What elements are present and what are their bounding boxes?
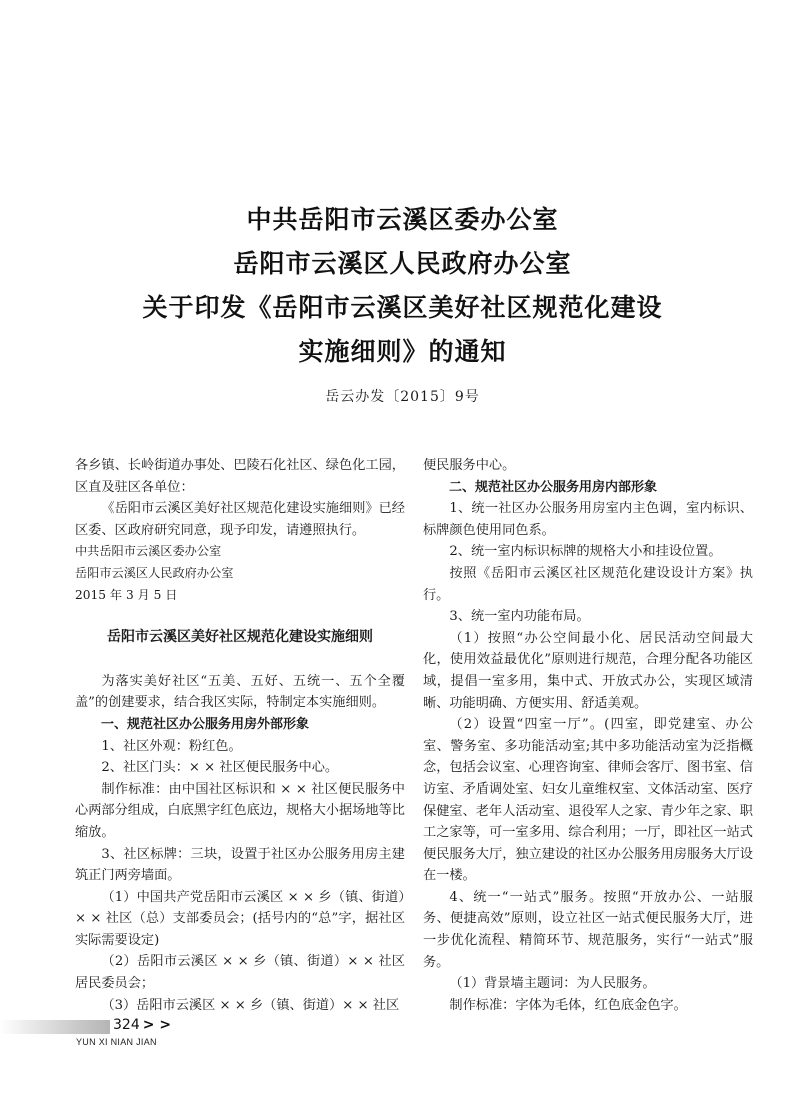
- rules-title: 岳阳市云溪区美好社区规范化建设实施细则: [107, 629, 373, 646]
- title-line-4: 实施细则》的通知: [298, 337, 507, 366]
- paragraph: 制作标准：由中国社区标识和 × × 社区便民服务中心两部分组成，白底黑字红色底边，规格大小据场地等比缩放。: [75, 781, 405, 840]
- left-column: [75, 455, 405, 1016]
- paragraph: （1）按照“办公空间最小化、居民活动空间最大化，使用效益最优化”原则进行规范，合理分配各功能区域，提倡一室多用，集中式、开放式办公，实现区域清晰、功能明确、方便实用、舒适美观。: [423, 630, 753, 711]
- notice-addressee: 各乡镇、长岭街道办事处、巴陵石化社区、绿色化工园，区直及驻区各单位：: [75, 458, 405, 495]
- paragraph: 便民服务中心。: [423, 458, 516, 473]
- paragraph: （1）中国共产党岳阳市云溪区 × × 乡（镇、街道）× × 社区（总）支部委员会；(括号内的“总”字，据社区实际需要设定): [75, 889, 405, 948]
- paragraph: 1、统一社区办公服务用房室内主色调，室内标识、标牌颜色使用同色系。: [423, 501, 753, 538]
- paragraph: 为落实美好社区“五美、五好、五统一、五个全覆盖”的创建要求，结合我区实际，特制定本实施细则。: [75, 673, 405, 711]
- paragraph: （2）岳阳市云溪区 × × 乡（镇、街道）× × 社区居民委员会；: [75, 954, 405, 992]
- right-column: [423, 455, 753, 1016]
- notice-date: 2015 年 3 月 5 日: [75, 587, 178, 602]
- paragraph: 1、社区外观：粉红色。: [101, 738, 242, 754]
- page-number: 324: [113, 1017, 140, 1033]
- document-number: 岳云办发〔2015〕9号: [325, 389, 480, 405]
- paragraph: 3、统一室内功能布局。: [449, 609, 590, 625]
- paragraph: 2、社区门头：× × 社区便民服务中心。: [101, 760, 339, 776]
- notice-signer-2: 岳阳市云溪区人民政府办公室: [75, 565, 234, 580]
- footer-gradient-bar: [0, 1020, 110, 1034]
- document-title: [0, 198, 805, 374]
- paragraph: 按照《岳阳市云溪区社区规范化建设设计方案》执行。: [423, 565, 753, 603]
- title-line-2: 岳阳市云溪区人民政府办公室: [233, 249, 572, 278]
- paragraph: 4、统一“一站式”服务。按照“开放办公、一站服务、便捷高效”原则，设立社区一站式便民服务大厅，进一步优化流程、精简环节、规范服务，实行“一站式”服务。: [423, 889, 753, 970]
- paragraph: 制作标准：字体为毛体，红色底金色字。: [449, 997, 687, 1013]
- paragraph: 3、社区标牌：三块，设置于社区办公服务用房主建筑正门两旁墙面。: [75, 846, 405, 884]
- page-number-block: [113, 1017, 171, 1033]
- paragraph: （3）岳阳市云溪区 × × 乡（镇、街道）× × 社区: [101, 997, 400, 1013]
- page-arrows: > >: [142, 1017, 172, 1033]
- title-line-1: 中共岳阳市云溪区委办公室: [246, 205, 559, 234]
- section-heading-2: 二、规范社区办公服务用房内部形象: [449, 479, 658, 495]
- notice-signer-1: 中共岳阳市云溪区委办公室: [75, 544, 222, 559]
- section-heading-1: 一、规范社区办公服务用房外部形象: [101, 716, 310, 732]
- paragraph: （2）设置“四室一厅”。(四室，即党建室、办公室、警务室、多功能活动室;其中多功能活动室为泛指概念，包括会议室、心理咨询室、律师会客厅、图书室、信访室、矛盾调处室、妇女儿童维权室、文体活动室、医疗保健室、老年人活动室、退役军人之家、青少年之家、职工之家等，可一室多用、综合利用；一厅，即社区一站式便民服务大厅，独立建设的社区办公服务用房服务大厅设在一楼。: [423, 717, 753, 884]
- title-line-3: 关于印发《岳阳市云溪区美好社区规范化建设: [142, 293, 663, 322]
- notice-body: 《岳阳市云溪区美好社区规范化建设实施细则》已经区委、区政府研究同意，现予印发，请遵照执行。: [75, 501, 405, 538]
- magazine-name: YUN XI NIAN JIAN: [76, 1037, 157, 1047]
- paragraph: 2、统一室内标识标牌的规格大小和挂设位置。: [449, 544, 722, 560]
- paragraph: （1）背景墙主题词：为人民服务。: [449, 976, 656, 992]
